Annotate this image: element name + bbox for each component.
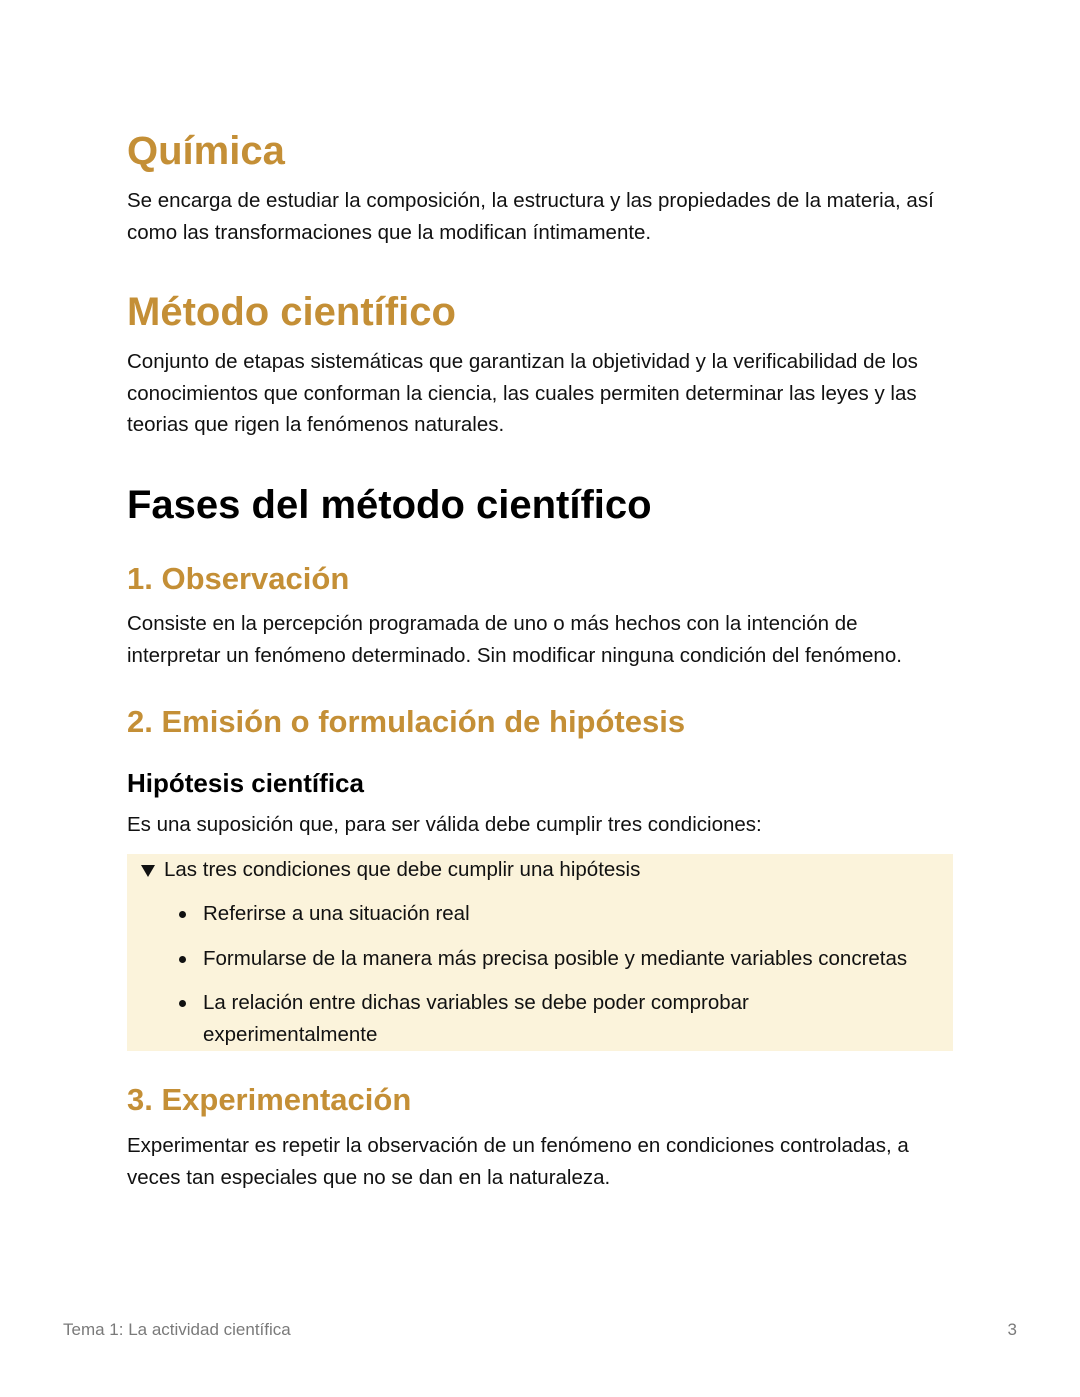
heading-fases-metodo: Fases del método científico	[127, 483, 652, 527]
bullet-icon	[179, 956, 186, 963]
toggle-summary-label: Las tres condiciones que debe cumplir una hipótesis	[164, 858, 641, 882]
toggle-triangle-icon[interactable]	[141, 865, 155, 877]
bullet-icon	[179, 1000, 186, 1007]
footer-title: Tema 1: La actividad científica	[63, 1320, 291, 1339]
toggle-block-condiciones	[127, 854, 953, 1051]
paragraph-quimica: Se encarga de estudiar la composición, la estructura y las propiedades de la materia, así como las transformaciones que la modifican íntimamente.	[127, 189, 934, 244]
heading-experimentacion: 3. Experimentación	[127, 1082, 412, 1117]
paragraph-observacion: Consiste en la percepción programada de uno o más hechos con la intención de interpretar un fenómeno determinado. Sin modificar ninguna condición del fenómeno.	[127, 612, 902, 667]
paragraph-metodo-cientifico: Conjunto de etapas sistemáticas que garantizan la objetividad y la verificabilidad de los conocimientos que conforman la ciencia, las cuales permiten determinar las leyes y las teorias que rigen la fenómenos naturales.	[127, 350, 918, 436]
list-item: Formularse de la manera más precisa posible y mediante variables concretas	[127, 943, 953, 975]
toggle-summary[interactable]	[127, 854, 953, 886]
paragraph-experimentacion: Experimentar es repetir la observación de un fenómeno en condiciones controladas, a veces tan especiales que no se dan en la naturaleza.	[127, 1134, 909, 1189]
bullet-icon	[179, 911, 186, 918]
heading-hipotesis: 2. Emisión o formulación de hipótesis	[127, 704, 686, 739]
heading-metodo-cientifico: Método científico	[127, 290, 456, 334]
heading-observacion: 1. Observación	[127, 561, 350, 596]
conditions-list	[127, 898, 953, 1050]
heading-quimica: Química	[127, 129, 285, 173]
list-item: Referirse a una situación real	[127, 898, 953, 930]
heading-hipotesis-cientifica: Hipótesis científica	[127, 768, 364, 798]
paragraph-hipotesis: Es una suposición que, para ser válida debe cumplir tres condiciones:	[127, 813, 762, 836]
list-item: La relación entre dichas variables se debe poder comprobar experimentalmente	[127, 987, 953, 1050]
footer-page-number: 3	[1007, 1320, 1017, 1339]
